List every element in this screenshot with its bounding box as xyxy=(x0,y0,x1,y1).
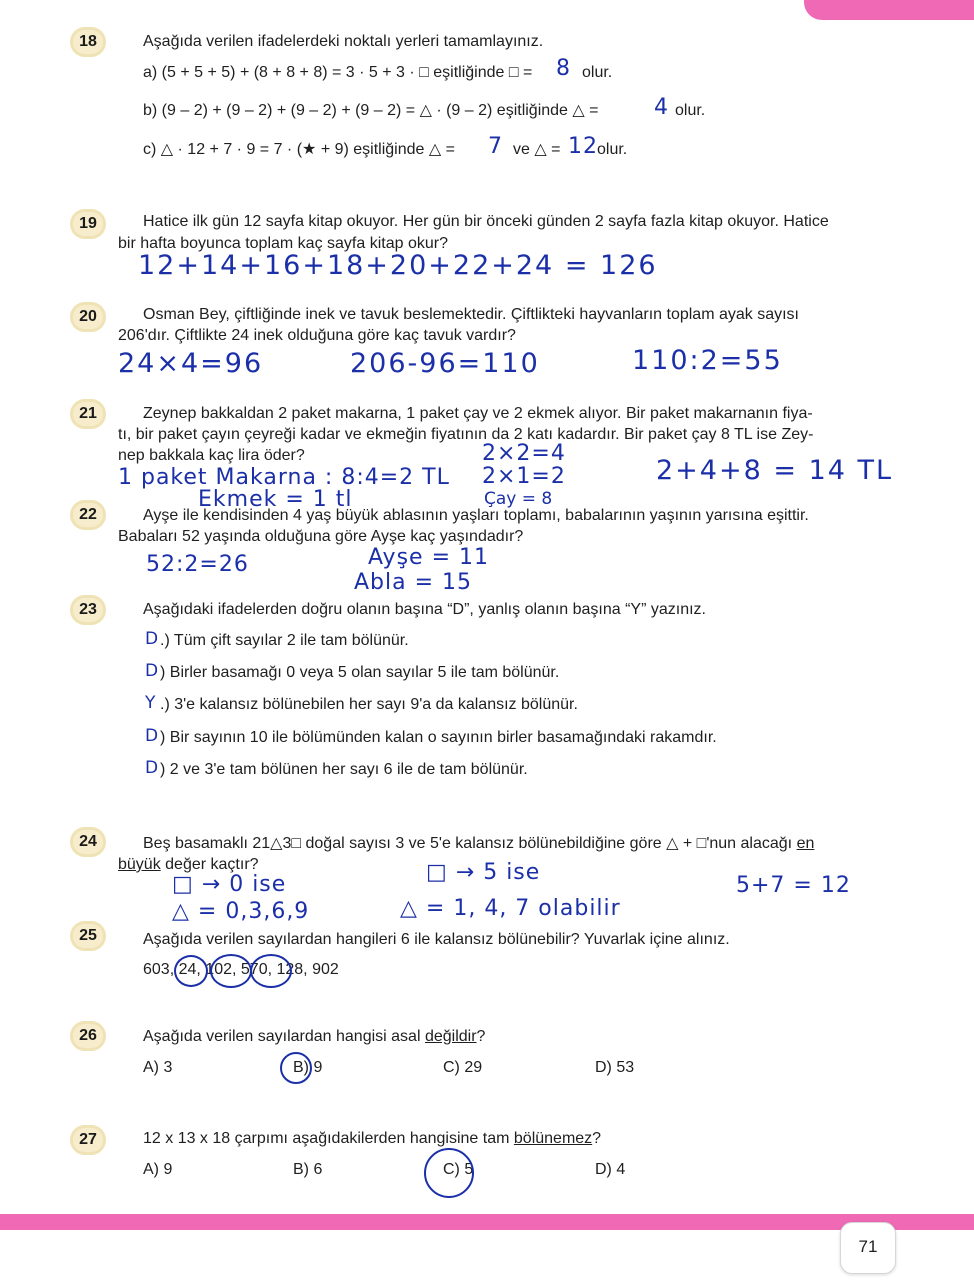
question-number-18: 18 xyxy=(70,27,106,57)
q27-answer-circle xyxy=(424,1148,474,1198)
q26-answer-circle xyxy=(280,1052,312,1084)
question-number-19: 19 xyxy=(70,209,106,239)
q19-line1: Hatice ilk gün 12 sayfa kitap okuyor. Her gün bir önceki günden 2 sayfa fazla kitap okuyor. Hatice xyxy=(143,213,829,230)
q19-handwritten-work: 12+14+16+18+20+22+24 = 126 xyxy=(138,250,658,281)
q23-prompt: Aşağıdaki ifadelerden doğru olanın başına “D”, yanlış olanın başına “Y” yazınız. xyxy=(143,601,706,618)
q22-work-1: 52:2=26 xyxy=(146,552,249,577)
q20-work-2: 206-96=110 xyxy=(350,348,540,379)
q21-work-1: 1 paket Makarna : 8:4=2 TL xyxy=(118,465,450,490)
q24-line1 xyxy=(143,834,814,854)
q23-item-3-text: .) 3'e kalansız bölünebilen her sayı 9'a da kalansız bölünür. xyxy=(160,696,578,713)
q23-item-4-text: ) Bir sayının 10 ile bölümünden kalan o sayının birler basamağındaki rakamdır. xyxy=(160,729,717,746)
q20-work-1: 24×4=96 xyxy=(118,348,264,379)
q21-line3: nep bakkala kaç lira öder? xyxy=(118,447,305,464)
q25-circle-24 xyxy=(174,955,208,987)
q23-item-5-text: ) 2 ve 3'e tam bölünen her sayı 6 ile de tam bölünür. xyxy=(160,761,528,778)
q23-item-2-mark: D xyxy=(145,661,159,681)
question-number-27: 27 xyxy=(70,1125,106,1155)
q27-prompt xyxy=(143,1129,601,1149)
q18-b-answer: 4 xyxy=(654,95,669,120)
footer-accent-bar xyxy=(0,1214,974,1230)
q24-work-4: △ = 1, 4, 7 olabilir xyxy=(400,896,621,921)
q18-c-text: c) △ · 12 + 7 · 9 = 7 · (★ + 9) eşitliğinde △ = xyxy=(143,141,455,158)
question-number-26: 26 xyxy=(70,1021,106,1051)
q20-line2: 206'dır. Çiftlikte 24 inek olduğuna göre kaç tavuk vardır? xyxy=(118,327,516,344)
q20-work-3: 110:2=55 xyxy=(632,345,783,376)
q23-item-1-text: .) Tüm çift sayılar 2 ile tam bölünür. xyxy=(160,632,409,649)
q26-prompt xyxy=(143,1027,485,1047)
question-number-20: 20 xyxy=(70,302,106,332)
q21-work-4: 2×1=2 xyxy=(482,464,566,489)
q24-line2-underlined: büyük xyxy=(118,856,161,873)
q25-number-rest: 128, 902 xyxy=(276,961,339,978)
q18-c-post: olur. xyxy=(597,141,628,158)
q21-line1: Zeynep bakkaldan 2 paket makarna, 1 paket çay ve 2 ekmek alıyor. Bir paket makarnanın fiya- xyxy=(143,405,813,422)
q22-line1: Ayşe ile kendisinden 4 yaş büyük ablasının yaşları toplamı, babalarının yaşının yarısına eşittir. xyxy=(143,507,809,524)
q18-a-text: a) (5 + 5 + 5) + (8 + 8 + 8) = 3 · 5 + 3 · □ eşitliğinde □ = xyxy=(143,64,533,81)
q26-option-c: C) 29 xyxy=(443,1059,483,1076)
q27-prompt-text: 12 x 13 x 18 çarpımı aşağıdakilerden hangisine tam xyxy=(143,1130,510,1147)
q23-item-4-mark: D xyxy=(145,726,159,746)
q26-prompt-text: Aşağıda verilen sayılardan hangisi asal xyxy=(143,1028,421,1045)
question-number-22: 22 xyxy=(70,500,106,530)
q27-option-c: C) 5 xyxy=(443,1161,474,1178)
question-number-24: 24 xyxy=(70,827,106,857)
q21-work-2: Ekmek = 1 tl xyxy=(198,487,353,512)
q24-work-1: □ → 0 ise xyxy=(172,872,287,897)
q24-line1-underlined: en xyxy=(796,835,815,852)
q23-item-3-mark: Y xyxy=(145,693,156,713)
q22-line2: Babaları 52 yaşında olduğuna göre Ayşe kaç yaşındadır? xyxy=(118,528,524,545)
q27-prompt-end: ? xyxy=(592,1130,602,1147)
question-number-21: 21 xyxy=(70,399,106,429)
q25-number-570: 570, xyxy=(240,961,273,978)
q23-item-2-text: ) Birler basamağı 0 veya 5 olan sayılar 5 ile tam bölünür. xyxy=(160,664,560,681)
q24-work-3: □ → 5 ise xyxy=(426,860,541,885)
page-number: 71 xyxy=(858,1237,878,1256)
q18-b-post: olur. xyxy=(675,102,706,119)
q21-work-6: 2+4+8 = 14 TL xyxy=(656,455,894,486)
q18-b-text: b) (9 – 2) + (9 – 2) + (9 – 2) + (9 – 2) = △ · (9 – 2) eşitliğinde △ = xyxy=(143,102,599,119)
q22-work-3: Abla = 15 xyxy=(354,570,473,595)
q27-option-b: B) 6 xyxy=(293,1161,323,1178)
q18-c-answer2: 12 xyxy=(568,134,598,159)
q18-c-answer1: 7 xyxy=(488,134,503,159)
q18-prompt: Aşağıda verilen ifadelerdeki noktalı yerleri tamamlayınız. xyxy=(143,33,544,50)
q24-work-5: 5+7 = 12 xyxy=(736,873,851,898)
q21-line2: tı, bir paket çayın çeyreği kadar ve ekmeğin fiyatının da 2 katı kadardır. Bir paket çay 8 TL ise Zey- xyxy=(118,426,814,443)
question-number-23: 23 xyxy=(70,595,106,625)
q25-number-603: 603, xyxy=(143,961,175,978)
question-number-25: 25 xyxy=(70,921,106,951)
q27-option-a: A) 9 xyxy=(143,1161,173,1178)
q18-a-answer: 8 xyxy=(556,56,571,81)
q27-prompt-underlined: bölünemez xyxy=(513,1130,593,1147)
corner-decoration xyxy=(804,0,974,20)
q25-number-24: 24, xyxy=(178,961,201,978)
q22-work-2: Ayşe = 11 xyxy=(368,545,489,570)
q26-prompt-end: ? xyxy=(476,1028,486,1045)
q26-option-b: B) 9 xyxy=(293,1059,323,1076)
q25-circle-102 xyxy=(210,954,252,988)
q18-c-mid: ve △ = xyxy=(513,141,561,158)
q19-line2: bir hafta boyunca toplam kaç sayfa kitap okur? xyxy=(118,235,448,252)
q21-work-5: Çay = 8 xyxy=(484,489,553,509)
q24-work-2: △ = 0,3,6,9 xyxy=(172,899,310,924)
q26-option-a: A) 3 xyxy=(143,1059,173,1076)
q24-line1-text: Beş basamaklı 21△3□ doğal sayısı 3 ve 5'e kalansız bölünebildiğine göre △ + □'nun alacağı xyxy=(143,835,793,852)
q27-option-d: D) 4 xyxy=(595,1161,626,1178)
q26-option-d: D) 53 xyxy=(595,1059,635,1076)
q23-item-5-mark: D xyxy=(145,758,159,778)
q25-prompt: Aşağıda verilen sayılardan hangileri 6 ile kalansız bölünebilir? Yuvarlak içine alınız. xyxy=(143,931,730,948)
q24-line2-text: değer kaçtır? xyxy=(165,856,259,873)
q26-prompt-underlined: değildir xyxy=(424,1028,477,1045)
page-number-box xyxy=(840,1222,896,1274)
q21-work-3: 2×2=4 xyxy=(482,441,566,466)
q23-item-1-mark: D xyxy=(145,629,159,649)
q25-circle-570 xyxy=(250,954,292,988)
q18-a-post: olur. xyxy=(582,64,613,81)
q20-line1: Osman Bey, çiftliğinde inek ve tavuk beslemektedir. Çiftlikteki hayvanların toplam ayak sayısı xyxy=(143,306,799,323)
q25-number-102: 102, xyxy=(205,961,237,978)
